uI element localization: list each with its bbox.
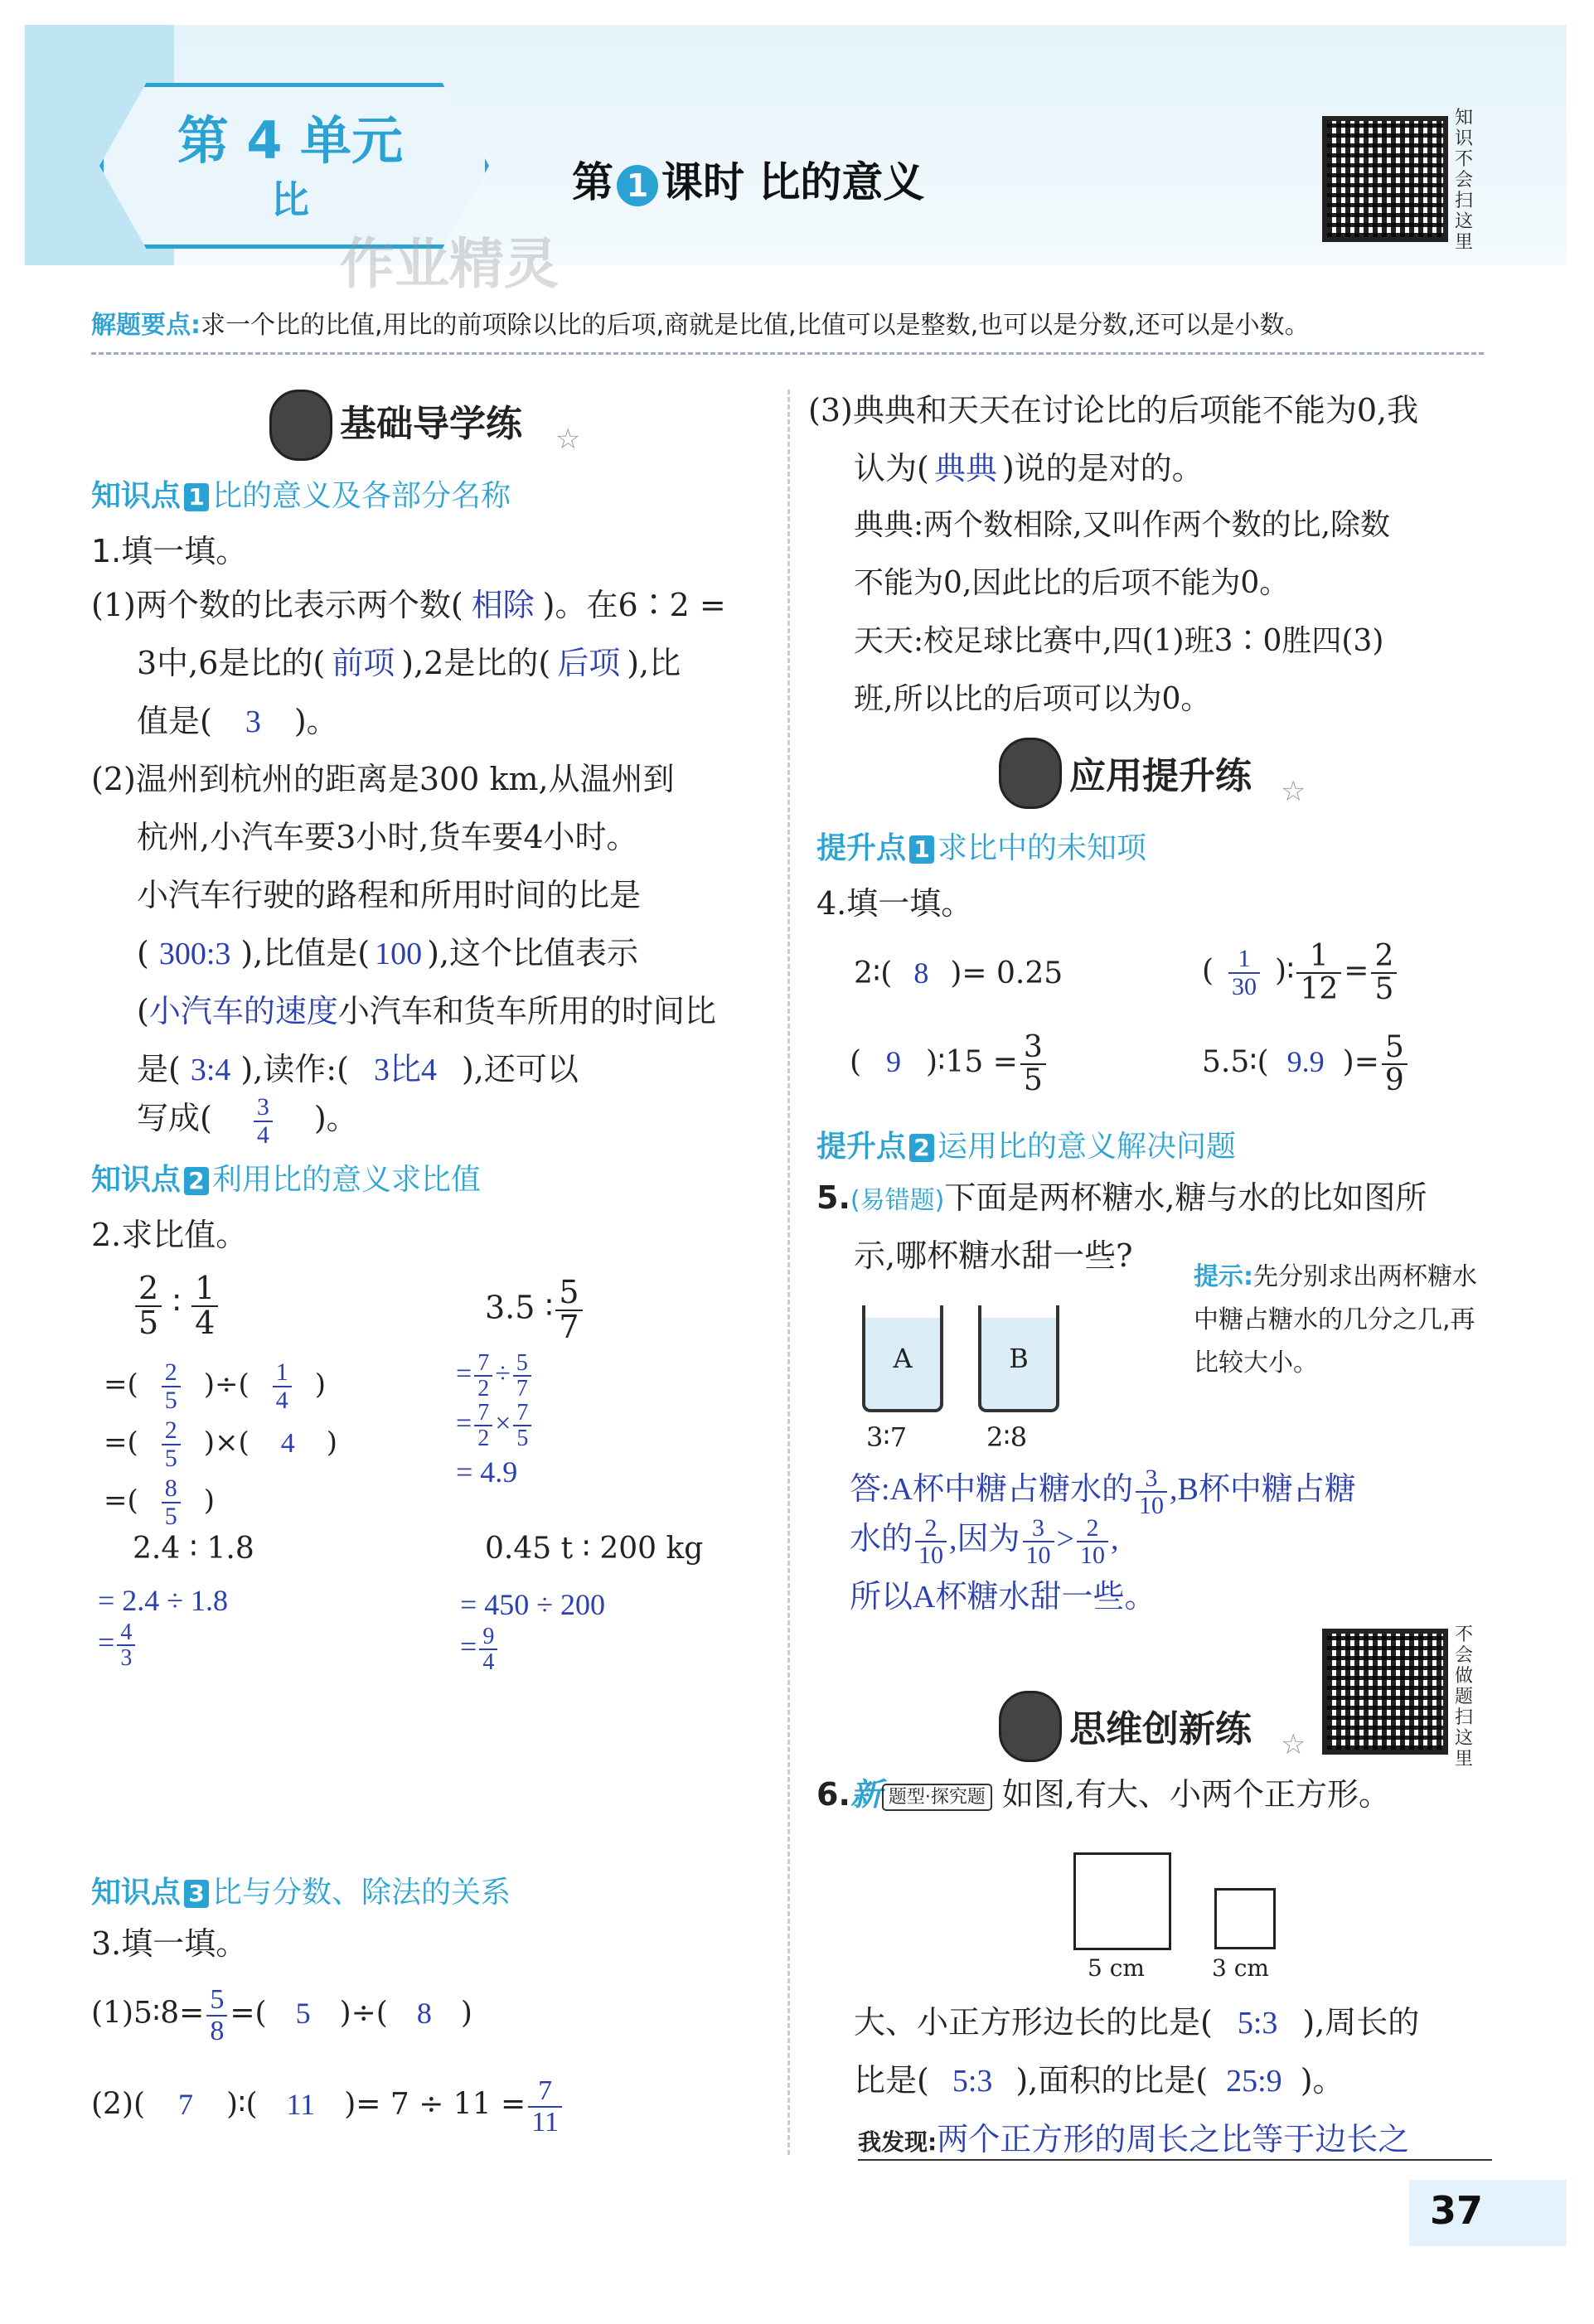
section-mascot-icon <box>269 390 332 461</box>
frac-bottom: 5 <box>164 1444 177 1472</box>
q6-tag-type: 题型·探究题 <box>882 1784 992 1811</box>
b: )∶ <box>1275 953 1295 988</box>
frac-bottom: 2 <box>477 1426 490 1452</box>
frac-top: 2 <box>162 1417 181 1445</box>
colon: ∶ <box>172 1285 182 1322</box>
frac-bottom: 9 <box>1384 1063 1404 1097</box>
q1-2-answer3[interactable]: 小汽车的速度 <box>148 995 338 1029</box>
frac-bottom: 5 <box>1023 1063 1043 1097</box>
q4-title: 4.填一填。 <box>816 885 973 922</box>
q1-1-e: ),比 <box>627 645 681 681</box>
q1-3-line1: (3)典典和天天在讨论比的后项能不能为0,我 <box>808 392 1419 428</box>
q6-answer2[interactable]: 5:3 <box>952 2064 993 2099</box>
qr-code-icon[interactable] <box>1322 116 1448 242</box>
knowledge-point-3 <box>91 1869 511 1911</box>
c: )= 7 ÷ 11 = <box>344 2087 526 2122</box>
q4-a-answer[interactable]: 8 <box>913 956 929 990</box>
q1-3-line4: 不能为0,因此比的后项不能为0。 <box>854 566 1290 600</box>
l3a: 比是( <box>854 2062 929 2099</box>
s: ) <box>203 1484 216 1518</box>
lesson-num: 1 <box>617 165 658 206</box>
section-mascot-icon <box>999 738 1062 809</box>
q2-c-expr: 2.4 ∶ 1.8 <box>133 1532 254 1566</box>
a2: 水的 <box>850 1522 913 1557</box>
q6-answer3[interactable]: 25:9 <box>1226 2064 1282 2099</box>
q2-d-expr: 0.45 t ∶ 200 kg <box>485 1532 704 1566</box>
q2-a-step2 <box>104 1417 337 1471</box>
tip-text: 求一个比的比值,用比的前项除以比的后项,商就是比值,比值可以是整数,也可以是分数,还可以是小数。 <box>201 311 1310 340</box>
a1: 答:A杯中糖占糖水的 <box>850 1472 1134 1507</box>
frac-top: 2 <box>1371 941 1397 974</box>
frac-bottom: 10 <box>1079 1542 1105 1570</box>
q1-1-line1 <box>91 584 726 627</box>
frac-bottom: 10 <box>1025 1542 1051 1570</box>
q1-1-line2 <box>137 642 681 685</box>
q1-2-line2: 杭州,小汽车要3小时,货车要4小时。 <box>137 819 638 855</box>
frac-top: 1 <box>1296 941 1341 974</box>
tp1-num: 1 <box>909 835 934 864</box>
q6-answer1[interactable]: 5:3 <box>1237 2006 1278 2041</box>
q1-2-line3: 小汽车行驶的路程和所用时间的比是 <box>137 877 642 913</box>
l3c: )。 <box>1300 2062 1344 2099</box>
q6-tag-new: 新 <box>850 1776 882 1813</box>
q2-c-work2[interactable] <box>98 1620 138 1671</box>
q1-2-l4c: ),这个比值表示 <box>427 935 639 971</box>
kp1-num: 1 <box>184 483 209 511</box>
kp2-tag: 知识点 <box>91 1163 182 1197</box>
q6-num: 6. <box>816 1776 850 1813</box>
q6-line1 <box>816 1774 1390 1816</box>
unit-title: 第 4 单元 <box>177 110 404 171</box>
q2-a-step1 <box>104 1359 326 1413</box>
l2a: 大、小正方形边长的比是( <box>854 2004 1213 2041</box>
cup-a-label: A <box>893 1343 913 1374</box>
a: (2)( <box>91 2087 146 2122</box>
frac-bottom: 5 <box>516 1426 529 1452</box>
watermark: 作业精灵 <box>340 232 559 296</box>
frac-bottom: 4 <box>256 1121 269 1149</box>
q2-a-answer1[interactable] <box>162 1359 181 1413</box>
qr-note: 知识不会扫这里 <box>1455 108 1474 253</box>
q1-2-answer1[interactable]: 300:3 <box>158 937 231 971</box>
q2-a-answer2[interactable] <box>273 1359 292 1413</box>
q6-line3 <box>854 2060 1344 2103</box>
q5-tag: (易错题) <box>850 1186 945 1215</box>
big-square <box>1073 1852 1171 1950</box>
tip-label: 解题要点: <box>91 311 201 340</box>
frac-bottom: 3 <box>120 1645 133 1672</box>
frac-top: 9 <box>479 1624 497 1650</box>
q1-1-c: 3中,6是比的( <box>137 645 326 681</box>
s: =( <box>104 1368 138 1402</box>
star-icon: ☆ <box>1281 1728 1306 1761</box>
frac-top: 7 <box>513 1401 531 1426</box>
q2-a-answer4[interactable]: 4 <box>280 1427 295 1459</box>
q3-1-answer1[interactable]: 5 <box>295 1996 311 2030</box>
frac-top: 1 <box>273 1359 292 1387</box>
s: ) <box>314 1368 327 1402</box>
op: × <box>495 1408 511 1440</box>
q2-b-expr <box>485 1276 585 1344</box>
q2-c-work1[interactable]: = 2.4 ÷ 1.8 <box>98 1584 229 1617</box>
q1-3-line2 <box>854 448 1204 491</box>
frac-top: 3 <box>1136 1465 1167 1494</box>
q6-find <box>858 2113 1492 2161</box>
q1-2-line5 <box>137 990 716 1034</box>
lesson-post: 课时 比的意义 <box>661 158 925 206</box>
q3-2 <box>91 2076 564 2137</box>
qr-note-2: 不会做题扫这里 <box>1455 1624 1474 1770</box>
lesson-pre: 第 <box>572 158 613 206</box>
small-square-label: 3 cm <box>1212 1954 1269 1982</box>
knowledge-point-1 <box>91 472 511 515</box>
q3-2-answer1[interactable]: 7 <box>178 2087 194 2121</box>
tp2-num: 2 <box>909 1134 934 1162</box>
frac-top: 3 <box>1020 1032 1046 1065</box>
frac-bottom: 5 <box>164 1502 177 1530</box>
q3-1 <box>91 1985 472 2046</box>
s: =( <box>104 1484 138 1518</box>
find-label: 我发现: <box>858 2128 938 2156</box>
q1-3-answer[interactable]: 典典 <box>933 452 997 487</box>
l2a: 认为( <box>854 450 929 487</box>
q1-1-answer4[interactable]: 3 <box>245 704 261 739</box>
q3-2-fraction[interactable] <box>528 2076 562 2137</box>
frac-top: 7 <box>474 1401 492 1426</box>
q1-1-answer2[interactable]: 前项 <box>332 646 395 681</box>
frac-top: 1 <box>191 1272 218 1307</box>
eq: = <box>1344 953 1369 988</box>
a: ( <box>1202 953 1214 988</box>
q1-2-l5a: ( <box>137 993 149 1029</box>
q5-answer-line3[interactable]: 所以A杯糖水甜一些。 <box>850 1580 1156 1615</box>
frac-bottom: 11 <box>531 2106 559 2138</box>
hint-text: 先分别求出两杯糖水中糖占糖水的几分之几,再比较大小。 <box>1194 1262 1477 1377</box>
q1-3-line5: 天天:校足球比赛中,四(1)班3∶0胜四(3) <box>854 624 1384 658</box>
tp2-label: 运用比的意义解决问题 <box>938 1130 1237 1164</box>
q5-answer-line1[interactable] <box>850 1463 1356 1519</box>
q1-2-line7 <box>137 1094 358 1148</box>
star-icon: ☆ <box>1281 775 1306 808</box>
tp1-label: 求比中的未知项 <box>938 831 1147 865</box>
q1-title: 1.填一填。 <box>91 533 248 569</box>
eq: = <box>456 1358 472 1390</box>
q4-b-answer[interactable] <box>1228 946 1260 1000</box>
l2b: )说的是对的。 <box>1001 450 1204 487</box>
b: =( <box>230 1996 267 2031</box>
q1-2-answer2[interactable]: 100 <box>375 937 423 971</box>
knowledge-point-2 <box>91 1156 481 1198</box>
section-mascot-icon <box>999 1691 1062 1762</box>
q1-2-answer5[interactable]: 3比4 <box>373 1053 437 1087</box>
q6-line2 <box>854 2002 1419 2045</box>
expr: 3.5 ∶ <box>485 1289 554 1326</box>
b: )= <box>1342 1044 1379 1079</box>
kp2-num: 2 <box>184 1167 209 1195</box>
frac-top: 2 <box>162 1359 181 1387</box>
frac-bottom: 12 <box>1300 971 1339 1006</box>
frac-top: 5 <box>513 1351 531 1377</box>
hint-label: 提示: <box>1194 1262 1253 1291</box>
l3b: ),面积的比是( <box>1015 2062 1209 2099</box>
q2-a-step3 <box>104 1475 215 1529</box>
q4-c <box>850 1032 1049 1097</box>
qr-code-icon[interactable] <box>1322 1629 1448 1755</box>
section-basic: 基础导学练 <box>340 403 522 445</box>
frac-top: 7 <box>474 1351 492 1377</box>
q2-a-answer3[interactable] <box>162 1417 181 1471</box>
op: ÷ <box>495 1358 511 1390</box>
q1-2-answer6[interactable] <box>254 1094 273 1148</box>
frac-top: 5 <box>1382 1032 1407 1065</box>
q5-line2: 示,哪杯糖水甜一些? <box>854 1237 1133 1274</box>
q1-1-d: ),2是比的( <box>401 645 551 681</box>
q1-2-l6c: ),还可以 <box>461 1051 579 1087</box>
q2-b-work2[interactable] <box>456 1401 534 1451</box>
s: =( <box>104 1426 138 1460</box>
q4-b <box>1202 941 1399 1005</box>
a1b: ,B杯中糖占糖 <box>1170 1472 1356 1507</box>
section-apply: 应用提升练 <box>1069 755 1252 797</box>
frac-top: 5 <box>555 1276 582 1311</box>
hint-box <box>1194 1256 1492 1385</box>
q1-1-b: )。在6∶2 = <box>542 587 726 623</box>
star-icon: ☆ <box>555 423 581 456</box>
q1-1-answer3[interactable]: 后项 <box>557 646 621 681</box>
frac-bottom: 2 <box>477 1376 490 1402</box>
d: ) <box>460 1996 472 2031</box>
q5-num: 5. <box>816 1179 850 1216</box>
frac-bottom: 4 <box>275 1386 288 1414</box>
eq: = <box>460 1629 477 1663</box>
q1-3-line6: 班,所以比的后项可以为0。 <box>854 682 1211 716</box>
eq: = <box>98 1625 115 1659</box>
q3-1-answer2[interactable]: 8 <box>416 1996 432 2030</box>
big-square-label: 5 cm <box>1088 1954 1145 1982</box>
s: ) <box>326 1426 338 1460</box>
gt: > <box>1056 1522 1074 1557</box>
kp3-num: 3 <box>184 1880 209 1908</box>
q1-1-line3 <box>137 700 338 743</box>
q1-2-l7b: )。 <box>313 1100 358 1136</box>
tip-bar <box>91 298 1484 355</box>
l2b: ),周长的 <box>1302 2004 1420 2041</box>
b: )∶15 = <box>926 1044 1018 1079</box>
q4-d-answer[interactable]: 9.9 <box>1286 1044 1325 1078</box>
kp2-label: 利用比的意义求比值 <box>212 1163 482 1197</box>
frac-top: 5 <box>206 1985 227 2017</box>
q1-1-a: (1)两个数的比表示两个数( <box>91 587 463 623</box>
frac-top: 2 <box>915 1515 947 1543</box>
lesson-title <box>572 149 924 209</box>
q3-2-answer2[interactable]: 11 <box>286 2087 316 2121</box>
q5-l1: 下面是两杯糖水,糖与水的比如图所 <box>944 1179 1427 1216</box>
cup-a-ratio: 3∶7 <box>866 1421 908 1453</box>
cup-b-ratio: 2∶8 <box>986 1421 1028 1453</box>
a: 2∶( <box>854 956 893 990</box>
a: 5.5∶( <box>1202 1044 1269 1079</box>
tp1-tag: 提升点 <box>816 831 907 865</box>
a: (1)5∶8= <box>91 1996 205 2031</box>
frac-bottom: 30 <box>1232 972 1257 1000</box>
b: )= 0.25 <box>950 956 1063 990</box>
frac-bottom: 5 <box>138 1304 159 1341</box>
q6-l1: 如图,有大、小两个正方形。 <box>1001 1776 1390 1813</box>
q1-1-g: )。 <box>293 703 338 739</box>
a: ( <box>850 1044 862 1079</box>
unit-subtitle: 比 <box>271 177 309 222</box>
q4-d <box>1202 1032 1410 1097</box>
q1-2-l4b: ),比值是( <box>240 935 371 971</box>
q1-1-f: 值是( <box>137 703 212 739</box>
cup-b-label: B <box>1009 1343 1029 1374</box>
q1-2-line4 <box>137 932 638 976</box>
improve-point-1 <box>816 825 1146 867</box>
q4-c-answer[interactable]: 9 <box>886 1044 902 1078</box>
s: )×( <box>203 1426 250 1460</box>
improve-point-2 <box>816 1123 1236 1165</box>
b: )∶( <box>226 2087 258 2122</box>
frac-top: 2 <box>1077 1515 1108 1543</box>
s: )÷( <box>203 1368 250 1402</box>
q5-answer-line2[interactable] <box>850 1513 1118 1569</box>
q1-3-line3: 典典:两个数相除,又叫作两个数的比,除数 <box>854 508 1391 542</box>
frac-top: 3 <box>1023 1515 1054 1543</box>
frac-bottom: 4 <box>195 1304 216 1341</box>
frac-bottom: 7 <box>559 1308 579 1345</box>
q5-line1 <box>816 1177 1427 1219</box>
frac-bottom: 5 <box>1374 971 1394 1006</box>
q1-2-l6a: 是( <box>137 1051 181 1087</box>
frac-top: 4 <box>117 1620 135 1646</box>
kp1-tag: 知识点 <box>91 479 182 513</box>
frac-bottom: 4 <box>482 1649 495 1676</box>
q4-a <box>854 953 1063 995</box>
kp3-tag: 知识点 <box>91 1876 182 1910</box>
q1-2-line1: (2)温州到杭州的距离是300 km,从温州到 <box>91 761 675 797</box>
q1-2-l7a: 写成( <box>137 1100 212 1136</box>
q2-d-work1[interactable]: = 450 ÷ 200 <box>460 1588 606 1621</box>
q3-title: 3.填一填。 <box>91 1925 248 1962</box>
q1-2-l6b: ),读作:( <box>240 1051 349 1087</box>
q1-2-answer4[interactable]: 3:4 <box>190 1053 231 1087</box>
small-square <box>1214 1888 1276 1949</box>
q2-d-work2[interactable] <box>460 1624 500 1675</box>
frac-top: 8 <box>162 1475 181 1503</box>
frac-bottom: 7 <box>516 1376 528 1402</box>
q2-title: 2.求比值。 <box>91 1217 248 1253</box>
eq: = <box>456 1408 472 1440</box>
frac-top: 1 <box>1228 946 1260 974</box>
c: )÷( <box>339 1996 388 2031</box>
frac-bottom: 5 <box>164 1386 177 1414</box>
kp1-label: 比的意义及各部分名称 <box>212 479 511 513</box>
section-innovate: 思维创新练 <box>1069 1708 1252 1750</box>
a2c: , <box>1110 1522 1119 1557</box>
kp3-label: 比与分数、除法的关系 <box>212 1876 511 1910</box>
q6-find-answer[interactable]: 两个正方形的周长之比等于边长之 <box>937 2123 1410 2157</box>
a2b: ,因为 <box>949 1522 1020 1557</box>
q1-2-l5b: 小汽车和货车所用的时间比 <box>337 993 716 1029</box>
tp2-tag: 提升点 <box>816 1130 907 1164</box>
column-divider <box>787 390 790 2155</box>
frac-bottom: 10 <box>918 1542 944 1570</box>
q1-2-l4a: ( <box>137 935 149 971</box>
q1-2-line6 <box>137 1048 579 1092</box>
q2-b-work3[interactable]: = 4.9 <box>456 1455 518 1489</box>
q2-a-expr <box>133 1272 220 1340</box>
frac-bottom: 8 <box>210 2015 225 2046</box>
q1-1-answer1[interactable]: 相除 <box>471 588 535 623</box>
frac-top: 3 <box>254 1094 273 1122</box>
q3-1-fraction[interactable] <box>206 1985 227 2046</box>
page-number: 37 <box>1430 2188 1484 2233</box>
frac-top: 7 <box>528 2076 562 2108</box>
q2-b-work1[interactable] <box>456 1351 534 1402</box>
q2-a-answer5[interactable] <box>162 1475 181 1529</box>
frac-top: 2 <box>135 1272 162 1307</box>
frac-bottom: 10 <box>1139 1492 1165 1520</box>
